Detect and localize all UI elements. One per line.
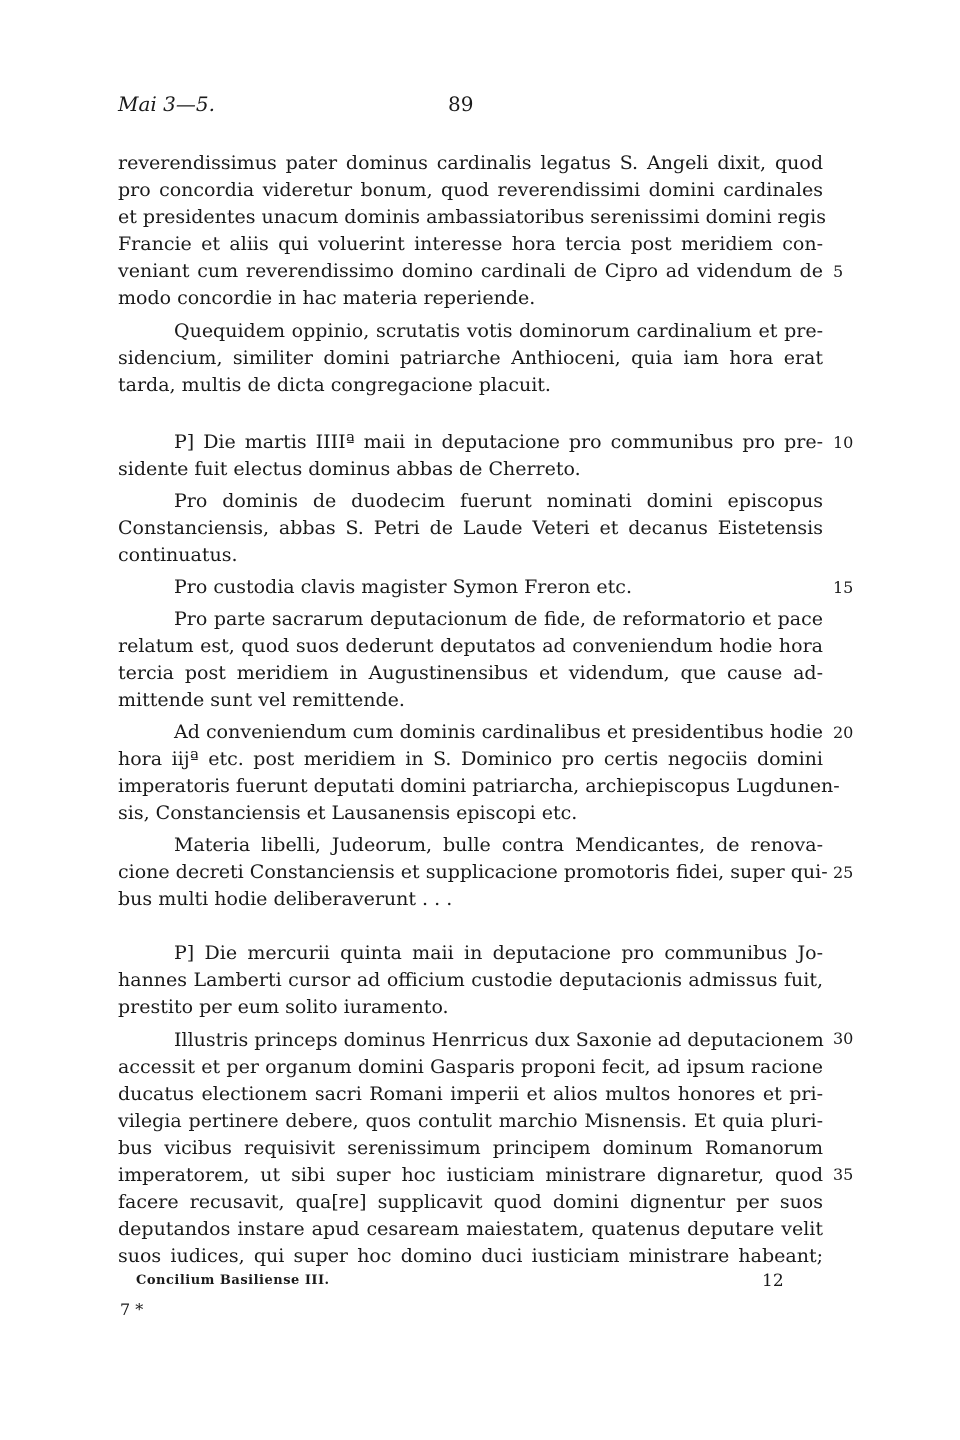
line-number: 15 bbox=[833, 578, 854, 597]
text-line: reverendissimus pater dominus cardinalis legatus S. Angeli dixit, quod bbox=[118, 152, 823, 174]
line-number: 30 bbox=[833, 1029, 854, 1048]
text-line: tarda, multis de dicta congregacione placuit. bbox=[118, 374, 551, 396]
text-line: relatum est, quod suos dederunt deputatos ad conveniendum hodie hora bbox=[118, 635, 823, 657]
footer-title: Concilium Basiliense III. bbox=[136, 1273, 330, 1288]
text-line: bus multi hodie deliberaverunt . . . bbox=[118, 888, 453, 910]
text-line: deputandos instare apud cesaream maiestatem, quatenus deputare velit bbox=[118, 1218, 823, 1240]
line-number: 10 bbox=[833, 433, 854, 452]
text-line: prestito per eum solito iuramento. bbox=[118, 996, 449, 1018]
line-number: 5 bbox=[833, 262, 844, 281]
text-line: Francie et aliis qui voluerint interesse hora tercia post meridiem con- bbox=[118, 233, 823, 255]
text-line: continuatus. bbox=[118, 544, 238, 566]
text-line: et presidentes unacum dominis ambassiatoribus serenissimi domini regis bbox=[118, 206, 826, 228]
running-head bbox=[118, 92, 830, 122]
text-line: vilegia pertinere debere, quos contulit marchio Misnensis. Et quia pluri- bbox=[118, 1110, 823, 1132]
text-line: facere recusavit, qua[re] supplicavit quod domini dignentur per suos bbox=[118, 1191, 823, 1213]
line-number: 20 bbox=[833, 723, 854, 742]
line-number: 35 bbox=[833, 1165, 854, 1184]
text-line: hannes Lamberti cursor ad officium custodie deputacionis admissus fuit, bbox=[118, 969, 823, 991]
text-line: imperatorem, ut sibi super hoc iusticiam ministrare dignaretur, quod bbox=[118, 1164, 823, 1186]
text-line: Quequidem oppinio, scrutatis votis dominorum cardinalium et pre- bbox=[174, 320, 823, 342]
text-line: mittende sunt vel remittende. bbox=[118, 689, 405, 711]
text-line: bus vicibus requisivit serenissimum principem dominum Romanorum bbox=[118, 1137, 823, 1159]
text-line: accessit et per organum domini Gasparis proponi fecit, ad ipsum racione bbox=[118, 1056, 823, 1078]
text-line: Pro dominis de duodecim fuerunt nominati domini episcopus bbox=[174, 490, 823, 512]
text-line: tercia post meridiem in Augustinensibus et videndum, que cause ad- bbox=[118, 662, 823, 684]
text-line: ducatus electionem sacri Romani imperii et alios multos honores et pri- bbox=[118, 1083, 823, 1105]
text-line: imperatoris fuerunt deputati domini patriarcha, archiepiscopus Lugdunen- bbox=[118, 775, 840, 797]
signature-mark: 7 * bbox=[120, 1300, 144, 1319]
text-line: sidencium, similiter domini patriarche Anthioceni, quia iam hora erat bbox=[118, 347, 823, 369]
text-line: Pro parte sacrarum deputacionum de fide, de reformatorio et pace bbox=[174, 608, 823, 630]
line-number: 25 bbox=[833, 863, 854, 882]
footer-number: 12 bbox=[762, 1271, 784, 1291]
text-line: sidente fuit electus dominus abbas de Cherreto. bbox=[118, 458, 581, 480]
text-line: cione decreti Constanciensis et supplicacione promotoris fidei, super qui- bbox=[118, 861, 828, 883]
text-line: Pro custodia clavis magister Symon Freron etc. bbox=[174, 576, 632, 598]
text-line: P] Die mercurii quinta maii in deputacione pro communibus Jo- bbox=[174, 942, 823, 964]
text-line: modo concordie in hac materia reperiende. bbox=[118, 287, 536, 309]
text-line: hora iijª etc. post meridiem in S. Dominico pro certis negociis domini bbox=[118, 748, 823, 770]
text-line: P] Die martis IIIIª maii in deputacione pro communibus pro pre- bbox=[174, 431, 823, 453]
text-line: veniant cum reverendissimo domino cardinali de Cipro ad videndum de bbox=[118, 260, 823, 282]
text-line: Illustris princeps dominus Henrricus dux Saxonie ad deputacionem bbox=[174, 1029, 824, 1051]
text-line: suos iudices, qui super hoc domino duci iusticiam ministrare habeant; bbox=[118, 1245, 823, 1267]
text-line: Materia libelli, Judeorum, bulle contra Mendicantes, de renova- bbox=[174, 834, 823, 856]
text-line: Constanciensis, abbas S. Petri de Laude Veteri et decanus Eistetensis bbox=[118, 517, 823, 539]
running-head-title: Mai 3—5. bbox=[118, 92, 215, 116]
text-line: pro concordia videretur bonum, quod reverendissimi domini cardinales bbox=[118, 179, 823, 201]
text-line: sis, Constanciensis et Lausanensis episcopi etc. bbox=[118, 802, 578, 824]
text-line: Ad conveniendum cum dominis cardinalibus et presidentibus hodie bbox=[174, 721, 823, 743]
page-number: 89 bbox=[448, 92, 474, 116]
